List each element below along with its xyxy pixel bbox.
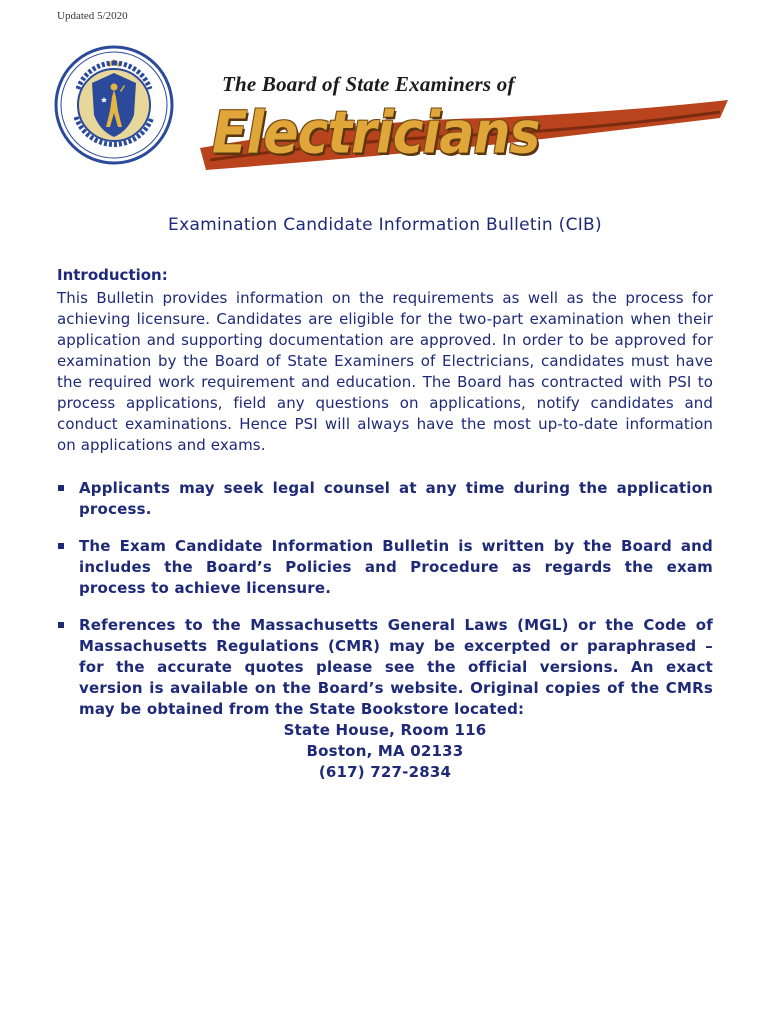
list-item xyxy=(57,478,713,520)
square-bullet-icon xyxy=(58,485,64,491)
bullet-text: References to the Massachusetts General Laws (MGL) or the Code of Massachusetts Regulations (CMR) may be excerpted or paraphrased – for the accurate quotes please see the official versions. An exact version is available on the Board’s website. Original copies of the CMRs may be obtained from the State Bookstore located: xyxy=(79,616,713,718)
address-line-2: Boston, MA 02133 xyxy=(306,742,464,760)
address-line-1: State House, Room 116 xyxy=(283,721,487,739)
bullet-text: Applicants may seek legal counsel at any time during the application process. xyxy=(79,479,713,518)
banner-title: Electricians xyxy=(212,100,540,168)
massachusetts-seal-icon xyxy=(54,45,174,165)
square-bullet-icon xyxy=(58,622,64,628)
updated-date: Updated 5/2020 xyxy=(57,10,128,22)
square-bullet-icon xyxy=(58,543,64,549)
banner-subtitle: The Board of State Examiners of xyxy=(222,72,515,96)
intro-paragraph: This Bulletin provides information on the requirements as well as the process for achieving licensure. Candidates are eligible for the two-part examination when their application and supporting documentation are approved. In order to be approved for examination by the Board of State Examiners of Electricians, candidates must have the required work requirement and education. The Board has contracted with PSI to process applications, field any questions on applications, notify candidates and conduct examinations. Hence PSI will always have the most up-to-date information on applications and exams. xyxy=(57,289,713,454)
list-item xyxy=(57,615,713,783)
board-banner xyxy=(200,60,730,185)
bullet-list xyxy=(57,478,713,799)
list-item xyxy=(57,536,713,599)
page-title: Examination Candidate Information Bulletin (CIB) xyxy=(168,215,602,235)
address-phone: (617) 727-2834 xyxy=(318,763,452,781)
bookstore-address xyxy=(57,720,713,783)
bullet-text: The Exam Candidate Information Bulletin is written by the Board and includes the Board’s Policies and Procedure as regards the exam process to achieve licensure. xyxy=(79,537,713,597)
intro-heading: Introduction: xyxy=(57,266,168,284)
